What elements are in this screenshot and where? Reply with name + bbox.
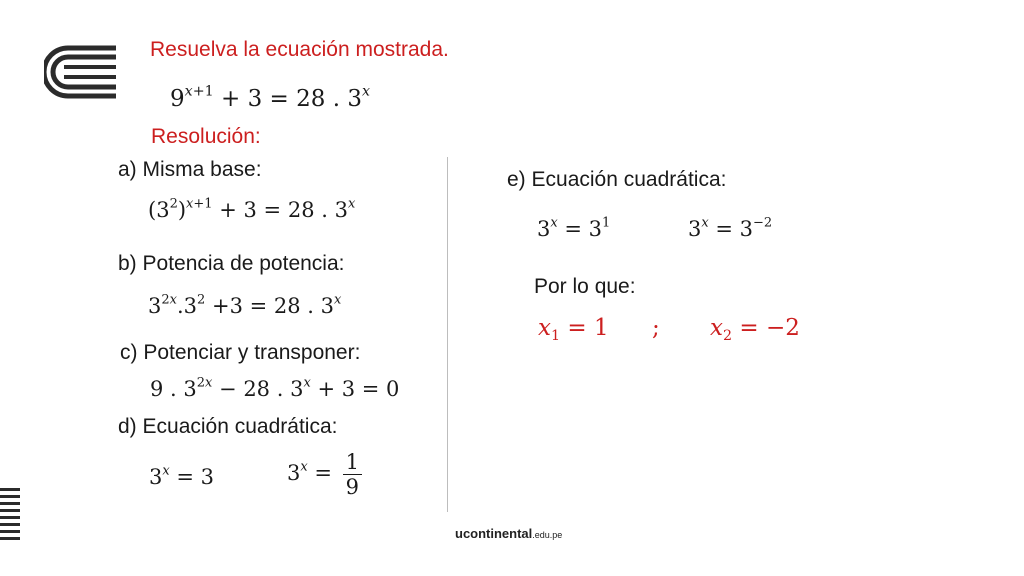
step-e-label: e) Ecuación cuadrática: — [507, 168, 727, 191]
fraction-one-ninth: $\frac{1}{9}$ — [343, 450, 362, 499]
stripes-decor-icon — [0, 488, 20, 540]
footer-brand — [455, 526, 562, 541]
continental-logo-icon — [44, 45, 118, 99]
brand-name: ucontinental — [455, 526, 533, 541]
step-c-label: c) Potenciar y transponer: — [120, 341, 361, 364]
step-d-equation-1: $3^x = 3$ — [149, 463, 215, 489]
step-b-equation: $3^{2x}.3^2 +3 = 28$ . 3$^x$ — [148, 292, 342, 318]
main-equation: $9^{x+1} + 3 = 28$ . 3$^x$ — [170, 83, 371, 112]
step-b-label: b) Potencia de potencia: — [118, 252, 345, 275]
brand-domain: .edu.pe — [532, 530, 563, 540]
step-d-equation-2: $3^x$ = $\frac{1}{9}$ — [287, 450, 362, 499]
solution-separator: ; — [652, 315, 660, 341]
conclusion-label: Por lo que: — [534, 275, 636, 298]
step-e-equation-2: $3^x = 3^{-2}$ — [688, 215, 773, 241]
solution-x2: $x_2 = -2$ — [710, 315, 800, 344]
resolution-label: Resolución: — [151, 125, 261, 148]
problem-title: Resuelva la ecuación mostrada. — [150, 38, 449, 61]
step-e-equation-1: $3^x = 3^1$ — [537, 215, 611, 241]
step-c-equation: 9 . $3^{2x} - 28$ . $3^x + 3 = 0$ — [150, 375, 400, 401]
step-a-label: a) Misma base: — [118, 158, 262, 181]
step-d-label: d) Ecuación cuadrática: — [118, 415, 338, 438]
step-a-equation: $(3^2)^{x+1} + 3 = 28$ . 3$^x$ — [148, 196, 356, 222]
column-divider — [447, 157, 448, 512]
solution-x1: $x_1 = 1$ — [538, 315, 609, 344]
